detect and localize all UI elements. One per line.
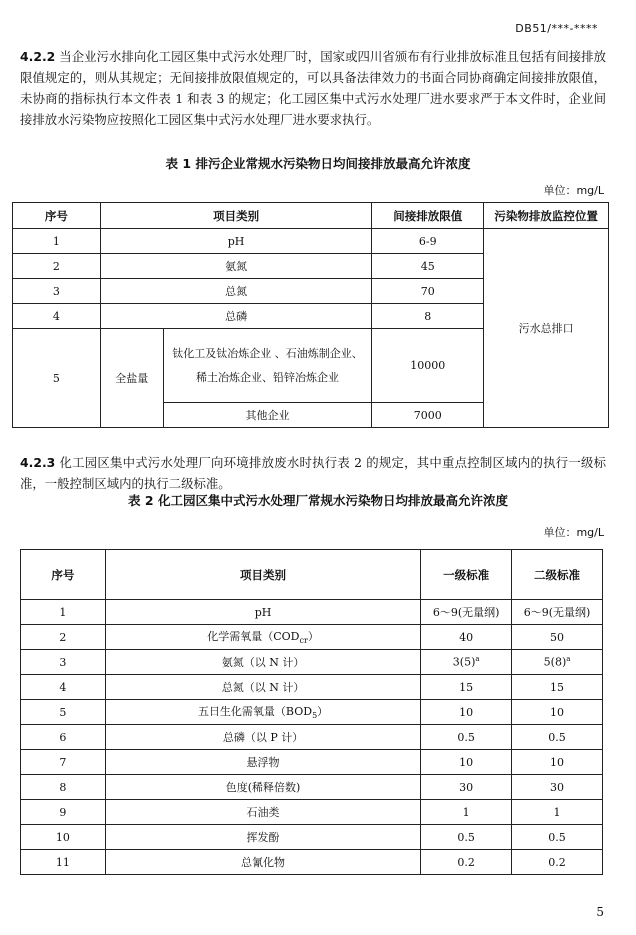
table1-header-limit: 间接排放限值 (372, 203, 484, 229)
row-no: 2 (21, 625, 106, 650)
footnote-mark: a (475, 655, 480, 664)
table-row (21, 825, 603, 850)
row-grade2: 6～9(无量纲) (512, 600, 603, 625)
row-grade1: 0.5 (421, 725, 512, 750)
table2 (20, 549, 603, 875)
table-row (21, 850, 603, 875)
row-grade1: 30 (421, 775, 512, 800)
row-grade1: 40 (421, 625, 512, 650)
row-item: 悬浮物 (105, 750, 420, 775)
row-no: 7 (21, 750, 106, 775)
row-grade1 (421, 650, 512, 675)
row-no: 11 (21, 850, 106, 875)
table-row (21, 625, 603, 650)
table1-header-no: 序号 (13, 203, 101, 229)
table2-unit: 单位：mg/L (543, 526, 604, 539)
clause-4-2-2 (20, 46, 606, 130)
salt-limit-1: 10000 (372, 329, 484, 403)
row-no: 4 (21, 675, 106, 700)
table1-header-item: 项目类别 (100, 203, 372, 229)
monitor-location: 污水总排口 (484, 229, 609, 428)
row-item: 总磷 (100, 304, 372, 329)
table1-unit: 单位：mg/L (543, 184, 604, 197)
table2-title: 表 2 化工园区集中式污水处理厂常规水污染物日均排放最高允许浓度 (128, 493, 508, 508)
item-subscript: 5 (312, 711, 318, 721)
table2-header-row (21, 550, 603, 600)
row-item: 总氮 (100, 279, 372, 304)
row-item: 总磷（以 P 计） (105, 725, 420, 750)
table1-header-monitor: 污染物排放监控位置 (484, 203, 609, 229)
clause-text: 化工园区集中式污水处理厂向环境排放废水时执行表 2 的规定，其中重点控制区域内的执行一级标准，一般控制区域内的执行二级标准。 (20, 455, 606, 491)
clause-number: 4.2.3 (20, 455, 56, 470)
table2-header-item: 项目类别 (105, 550, 420, 600)
row-grade2: 10 (512, 700, 603, 725)
item-text: 五日生化需氧量（BOD (197, 705, 313, 719)
row-no: 10 (21, 825, 106, 850)
row-limit: 45 (372, 254, 484, 279)
table2-header-grade2: 二级标准 (512, 550, 603, 600)
row-no: 1 (13, 229, 101, 254)
clause-text: 当企业污水排向化工园区集中式污水处理厂时，国家或四川省颁布有行业排放标准且包括有间接排放限值规定的，则从其规定；无间接排放限值规定的，可以具备法律效力的书面合同协商确定间接排放限值，未协商的指标执行本文件表 1 和表 3 的规定；化工园区集中式污水处理厂进水要求严于本文件时，企业间接排放水污染物应按照化工园区集中式污水处理厂进水要求执行。 (20, 49, 606, 127)
table-row (13, 229, 609, 254)
row-grade1: 0.5 (421, 825, 512, 850)
table-row (21, 650, 603, 675)
table-row (21, 775, 603, 800)
salt-limit-2: 7000 (372, 403, 484, 428)
page-number: 5 (596, 905, 604, 919)
row-no: 8 (21, 775, 106, 800)
row-grade1: 10 (421, 750, 512, 775)
row-grade1: 0.2 (421, 850, 512, 875)
salt-subcategory-2: 其他企业 (163, 403, 372, 428)
table-row (21, 700, 603, 725)
row-grade2: 10 (512, 750, 603, 775)
row-limit: 6-9 (372, 229, 484, 254)
row-item: pH (100, 229, 372, 254)
row-grade2: 0.2 (512, 850, 603, 875)
grade-value: 3(5) (452, 655, 476, 669)
row-no: 4 (13, 304, 101, 329)
row-grade2: 50 (512, 625, 603, 650)
clause-number: 4.2.2 (20, 49, 56, 64)
row-grade2 (512, 650, 603, 675)
table-row (21, 750, 603, 775)
row-grade1: 15 (421, 675, 512, 700)
item-text-end: ） (307, 630, 319, 644)
row-limit: 70 (372, 279, 484, 304)
row-item: 氨氮（以 N 计） (105, 650, 420, 675)
item-text: 化学需氧量（COD (207, 630, 300, 644)
document-code: DB51/***-**** (515, 22, 598, 35)
clause-4-2-3 (20, 452, 606, 494)
table-row (21, 675, 603, 700)
row-grade1: 1 (421, 800, 512, 825)
row-no: 9 (21, 800, 106, 825)
grade-value: 5(8) (543, 655, 567, 669)
row-no: 6 (21, 725, 106, 750)
table-row (21, 600, 603, 625)
table1-header-row (13, 203, 609, 229)
table2-header-no: 序号 (21, 550, 106, 600)
salt-subcategory-1: 钛化工及钛冶炼企业 、石油炼制企业、稀土冶炼企业、铅锌冶炼企业 (163, 329, 372, 403)
row-item: 总氰化物 (105, 850, 420, 875)
row-item: 色度(稀释倍数) (105, 775, 420, 800)
row-grade2: 15 (512, 675, 603, 700)
row-no: 5 (13, 329, 101, 428)
row-item: pH (105, 600, 420, 625)
row-no: 3 (21, 650, 106, 675)
row-item (105, 625, 420, 650)
item-subscript: cr (299, 636, 308, 646)
table1 (12, 202, 609, 428)
row-grade1: 6～9(无量纲) (421, 600, 512, 625)
table-row (21, 800, 603, 825)
row-item: 氨氮 (100, 254, 372, 279)
row-grade1: 10 (421, 700, 512, 725)
row-grade2: 1 (512, 800, 603, 825)
row-grade2: 30 (512, 775, 603, 800)
row-no: 3 (13, 279, 101, 304)
table-row (21, 725, 603, 750)
item-text-end: ） (317, 705, 329, 719)
row-item: 石油类 (105, 800, 420, 825)
salt-category: 全盐量 (100, 329, 163, 428)
table2-header-grade1: 一级标准 (421, 550, 512, 600)
row-grade2: 0.5 (512, 725, 603, 750)
row-no: 5 (21, 700, 106, 725)
row-item (105, 700, 420, 725)
row-item: 总氮（以 N 计） (105, 675, 420, 700)
footnote-mark: a (566, 655, 571, 664)
row-limit: 8 (372, 304, 484, 329)
row-no: 2 (13, 254, 101, 279)
row-item: 挥发酚 (105, 825, 420, 850)
row-grade2: 0.5 (512, 825, 603, 850)
row-no: 1 (21, 600, 106, 625)
table1-title: 表 1 排污企业常规水污染物日均间接排放最高允许浓度 (165, 156, 471, 171)
